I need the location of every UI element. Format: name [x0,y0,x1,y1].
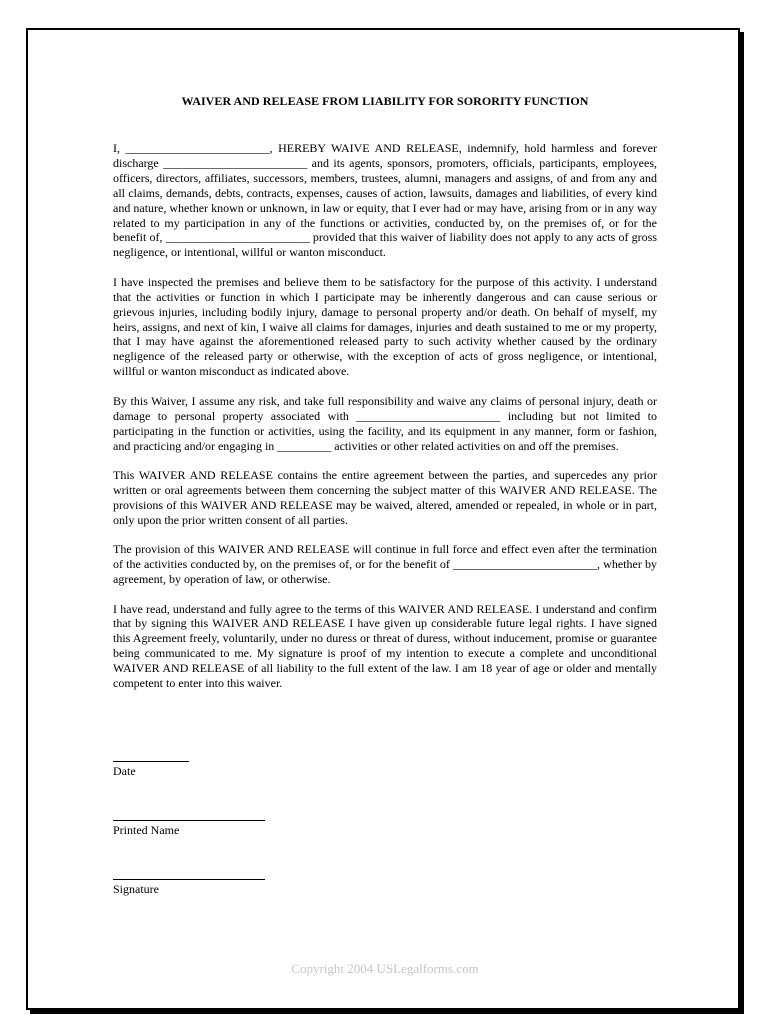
signature-field[interactable] [113,879,265,896]
paragraph-assumption-of-risk: By this Waiver, I assume any risk, and take full responsibility and waive any claims of personal injury, death or damage to personal property associated with ________________________ including but not limited to participating in the function or activities, using the facility, and its equipment in any manner, form or fashion, and practicing and/or engaging in _________ activities or other related activities on and off the premises. [113,393,657,453]
printed-name-line[interactable] [113,820,265,821]
paragraph-waiver-release: I, ________________________, HEREBY WAIVE AND RELEASE, indemnify, hold harmless and forever discharge ________________________ and its agents, sponsors, promoters, officials, participants, employees, officers, directors, affiliates, successors, members, trustees, alumni, managers and assigns, of and from any and all claims, demands, debts, contracts, expenses, causes of action, lawsuits, damages and liabilities, of every kind and nature, whether known or unknown, in law or equity, that I ever had or may have, arising from or in any way related to my participation in any of the functions or activities, conducted by, on the premises of, or for the benefit of, ________________________ provided that this waiver of liability does not apply to any acts of gross negligence, or intentional, willful or wanton misconduct. [113,141,657,260]
paragraph-survival: The provision of this WAIVER AND RELEASE will continue in full force and effect even after the termination of the activities conducted by, on the premises of, or for the benefit of ________________________, whether by agreement, by operation of law, or otherwise. [113,542,657,587]
signature-label: Signature [113,882,159,896]
paragraph-premises-inspection: I have inspected the premises and believe them to be satisfactory for the purpose of this activity. I understand that the activities or function in which I participate may be inherently dangerous and can cause serious or grievous injuries, including bodily injury, damage to personal property and/or death. On behalf of myself, my heirs, assigns, and next of kin, I waive all claims for damages, injuries and death sustained to me or my property, that I may have against the aforementioned released party to such activity whether caused by the ordinary negligence of the released party or otherwise, with the exception of acts of gross negligence, or intentional, willful or wanton misconduct as indicated above. [113,274,657,379]
date-field[interactable] [113,761,189,778]
date-line[interactable] [113,761,189,762]
paragraph-acknowledgement: I have read, understand and fully agree to the terms of this WAIVER AND RELEASE. I understand and confirm that by signing this WAIVER AND RELEASE I have given up considerable future legal rights. I have signed this Agreement freely, voluntarily, under no duress or threat of duress, without inducement, promise or guarantee being communicated to me. My signature is proof of my intention to execute a complete and unconditional WAIVER AND RELEASE of all liability to the full extent of the law. I am 18 year of age or older and mentally competent to enter into this waiver. [113,601,657,691]
printed-name-field[interactable] [113,820,265,837]
printed-name-label: Printed Name [113,823,180,837]
date-label: Date [113,764,136,778]
paragraph-entire-agreement: This WAIVER AND RELEASE contains the entire agreement between the parties, and supercedes any prior written or oral agreements between them concerning the subject matter of this WAIVER AND RELEASE. The provisions of this WAIVER AND RELEASE may be waived, altered, amended or repealed, in whole or in part, only upon the prior written consent of all parties. [113,468,657,527]
document-body [113,141,657,706]
signature-line[interactable] [113,879,265,880]
document-title: WAIVER AND RELEASE FROM LIABILITY FOR SORORITY FUNCTION [181,94,589,108]
copyright-footer: Copyright 2004 USLegalforms.com [291,961,479,976]
